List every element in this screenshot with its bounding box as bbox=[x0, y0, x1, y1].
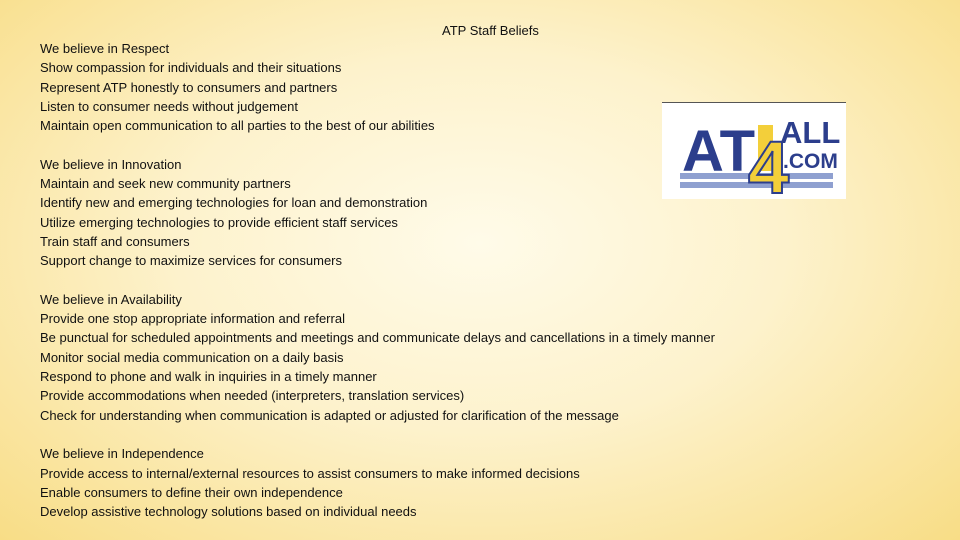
logo-text-at: AT bbox=[682, 119, 756, 184]
list-item: Monitor social media communication on a daily basis bbox=[40, 349, 344, 365]
list-item: Provide access to internal/external resources to assist consumers to make informed decisions bbox=[40, 465, 580, 481]
list-item: Provide one stop appropriate information and referral bbox=[40, 311, 345, 327]
section-heading bbox=[40, 155, 920, 174]
section-availability bbox=[40, 290, 920, 425]
logo-text-all: ALL bbox=[780, 115, 841, 150]
list-item: Train staff and consumers bbox=[40, 233, 190, 249]
list-item: Identify new and emerging technologies for loan and demonstration bbox=[40, 195, 428, 211]
list-item: Maintain and seek new community partners bbox=[40, 176, 291, 192]
section-independence bbox=[40, 444, 920, 521]
list-item: Utilize emerging technologies to provide efficient staff services bbox=[40, 214, 398, 230]
heading-prefix: We believe in bbox=[40, 41, 118, 56]
list-item: Support change to maximize services for consumers bbox=[40, 253, 343, 269]
heading-prefix: We believe in bbox=[40, 156, 118, 172]
list-item: Enable consumers to define their own independence bbox=[40, 484, 343, 500]
heading-value: Independence bbox=[121, 446, 204, 462]
heading-value: Innovation bbox=[121, 156, 182, 172]
heading-prefix: We believe in bbox=[40, 446, 118, 462]
heading-prefix: We believe in bbox=[40, 291, 118, 307]
list-item: Be punctual for scheduled appointments and meetings and communicate delays and cancellations in a timely manner bbox=[40, 330, 715, 346]
section-innovation bbox=[40, 155, 920, 271]
section-heading bbox=[40, 39, 920, 58]
beliefs-content bbox=[40, 39, 920, 521]
heading-value: Availability bbox=[120, 291, 182, 307]
heading-value: Respect bbox=[121, 41, 170, 56]
page-title: ATP Staff Beliefs bbox=[442, 23, 539, 38]
list-item: Respond to phone and walk in inquiries in a timely manner bbox=[40, 369, 377, 385]
list-item: Represent ATP honestly to consumers and partners bbox=[40, 79, 338, 95]
list-item: Develop assistive technology solutions based on individual needs bbox=[40, 504, 417, 520]
section-respect bbox=[40, 39, 920, 135]
logo-text-4: 4 bbox=[748, 126, 790, 199]
section-heading bbox=[40, 290, 920, 309]
section-heading bbox=[40, 444, 920, 463]
logo-text-com: .COM bbox=[783, 150, 838, 173]
list-item: Show compassion for individuals and their situations bbox=[40, 60, 342, 76]
list-item: Provide accommodations when needed (interpreters, translation services) bbox=[40, 388, 465, 404]
list-item: Listen to consumer needs without judgement bbox=[40, 98, 298, 114]
list-item: Check for understanding when communication is adapted or adjusted for clarification of the message bbox=[40, 407, 619, 423]
list-item: Maintain open communication to all parties to the best of our abilities bbox=[40, 118, 435, 134]
